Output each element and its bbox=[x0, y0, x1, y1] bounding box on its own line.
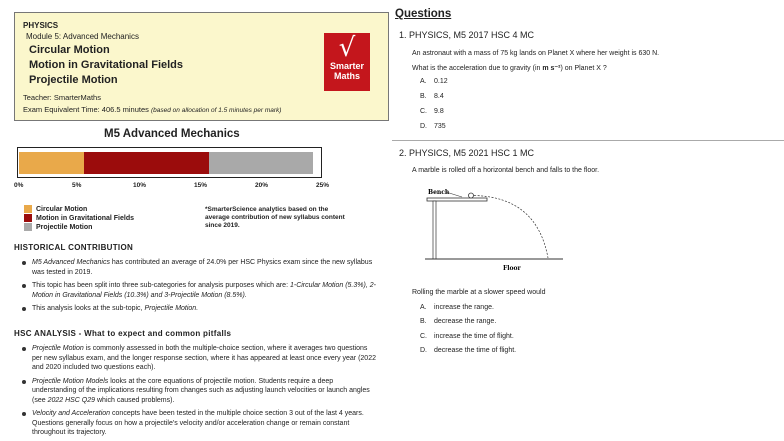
emphasis: Velocity and Acceleration bbox=[32, 410, 111, 417]
text: This analysis looks at the sub-topic, bbox=[32, 305, 145, 312]
topic-circular-motion: Circular Motion bbox=[29, 44, 110, 56]
analysis-heading: HSC ANALYSIS - What to expect and common pitfalls bbox=[14, 329, 232, 338]
list-item bbox=[22, 281, 377, 300]
q2-option-b[interactable] bbox=[420, 318, 496, 325]
q1-option-a[interactable] bbox=[420, 78, 448, 85]
legend-label: Motion in Gravitational Fields bbox=[36, 214, 135, 222]
emphasis: Projectile Motion. bbox=[144, 305, 199, 312]
option-text: 9.8 bbox=[434, 108, 444, 115]
q2-option-c[interactable] bbox=[420, 333, 514, 340]
logo-line1: Smarter bbox=[329, 61, 365, 71]
text: This topic has been split into three sub-categories for analysis purposes which are: bbox=[32, 282, 290, 289]
module-label: Module 5: Advanced Mechanics bbox=[26, 32, 139, 41]
bar-motion-in-gravitational-fields bbox=[84, 152, 210, 174]
unit: m s⁻² bbox=[542, 65, 561, 72]
legend-label: Projectile Motion bbox=[36, 223, 93, 231]
exam-time-text: Exam Equivalent Time: 406.5 minutes bbox=[23, 105, 149, 114]
q1-option-c[interactable] bbox=[420, 108, 444, 115]
tick-label: 5% bbox=[72, 182, 82, 189]
exam-time-note: (based on allocation of 1.5 minutes per mark) bbox=[151, 107, 282, 114]
logo-line2: Maths bbox=[333, 71, 360, 81]
header-box bbox=[14, 12, 389, 121]
question-1-line1: An astronaut with a mass of 75 kg lands on Planet X where her weight is 630 N. bbox=[412, 50, 660, 57]
questions-title: Questions bbox=[395, 8, 452, 20]
tick-label: 20% bbox=[255, 182, 269, 189]
topic-gravitational-fields: Motion in Gravitational Fields bbox=[29, 59, 184, 71]
q1-option-b[interactable] bbox=[420, 93, 444, 100]
option-text: increase the range. bbox=[434, 304, 494, 311]
emphasis: 2022 HSC Q29 bbox=[47, 396, 96, 404]
list-item bbox=[22, 409, 377, 438]
list-item bbox=[22, 304, 377, 314]
legend-circular bbox=[24, 205, 87, 213]
teacher-label: Teacher: SmarterMaths bbox=[23, 93, 101, 102]
option-letter: B. bbox=[420, 93, 427, 100]
legend-gravitational bbox=[24, 214, 134, 222]
text: looks at the core equations of projectile motion. Students require a deep understanding of the implications resulting from changes such as adjusting launch velocities or launch angles (see bbox=[32, 377, 370, 404]
text: has contributed an average of 24.0% per HSC Physics exam since the new syllabus was tested in 2019. bbox=[32, 259, 373, 276]
text: What is the acceleration due to gravity (in bbox=[412, 65, 543, 72]
chart-note: *SmarterScience analytics based on the average contribution of new syllabus content since 2019. bbox=[205, 206, 345, 229]
question-2-heading: 2. PHYSICS, M5 2021 HSC 1 MC bbox=[399, 148, 535, 158]
bar-projectile-motion bbox=[209, 152, 313, 174]
emphasis: Projectile Motion Models bbox=[32, 377, 109, 385]
trajectory bbox=[474, 196, 548, 259]
legend-swatch bbox=[24, 214, 32, 222]
chart-title: M5 Advanced Mechanics bbox=[104, 128, 240, 140]
option-text: 8.4 bbox=[434, 93, 444, 100]
q1-option-d[interactable] bbox=[420, 123, 446, 130]
option-text: decrease the time of flight. bbox=[434, 347, 517, 354]
option-letter: B. bbox=[420, 318, 427, 325]
bench-leg bbox=[433, 201, 436, 259]
text: is commonly assessed in both the multiple-choice section, where it averages two questions per new syllabus exam, and the longer response section, where it has appeared at least once every year (2022 and 2020 included two questions each). bbox=[32, 345, 376, 371]
bench-label: Bench bbox=[428, 189, 450, 196]
text: which caused problems). bbox=[95, 396, 175, 404]
question-2-line1: A marble is rolled off a horizontal bench and falls to the floor. bbox=[412, 167, 600, 174]
checkmark-icon: √ bbox=[338, 33, 356, 63]
text: ) on Planet X ? bbox=[560, 65, 607, 72]
q2-option-d[interactable] bbox=[420, 347, 516, 354]
exam-time bbox=[23, 105, 281, 114]
emphasis: 1-Circular Motion (5.3%), 2-Motion in Gravitational Fields (10.3%) and 3-Projectile Motion (8.5%). bbox=[32, 282, 376, 299]
legend-swatch bbox=[24, 223, 32, 231]
topic-projectile-motion: Projectile Motion bbox=[29, 74, 118, 86]
option-text: decrease the range. bbox=[434, 318, 497, 325]
floor-label: Floor bbox=[503, 265, 521, 272]
smartermaths-logo bbox=[324, 33, 370, 91]
bar-circular-motion bbox=[19, 152, 84, 174]
tick-label: 0% bbox=[14, 182, 24, 189]
tick-label: 15% bbox=[194, 182, 208, 189]
bench-diagram bbox=[425, 188, 565, 274]
emphasis: M5 Advanced Mechanics bbox=[32, 259, 110, 266]
subject-label: PHYSICS bbox=[23, 21, 59, 30]
marble bbox=[469, 193, 474, 198]
emphasis: Projectile Motion bbox=[32, 345, 84, 352]
option-letter: D. bbox=[420, 347, 427, 354]
option-letter: C. bbox=[420, 333, 427, 340]
list-item bbox=[22, 258, 377, 277]
analysis-list bbox=[22, 344, 377, 441]
question-divider bbox=[392, 140, 784, 141]
legend-projectile bbox=[24, 223, 92, 231]
option-letter: C. bbox=[420, 108, 427, 115]
legend-label: Circular Motion bbox=[36, 205, 88, 213]
question-1-line2 bbox=[412, 64, 762, 72]
option-letter: A. bbox=[420, 304, 427, 311]
text: concepts have been tested in the multiple choice section 3 out of the last 4 years. Questions generally focus on how a projectile's velocity and/or acceleration change or remain constant throughout its trajectory. bbox=[32, 410, 364, 436]
option-text: 735 bbox=[434, 123, 446, 130]
question-2-line2: Rolling the marble at a slower speed would bbox=[412, 289, 546, 296]
tick-label: 10% bbox=[133, 182, 147, 189]
historical-heading: HISTORICAL CONTRIBUTION bbox=[14, 243, 134, 252]
historical-list bbox=[22, 258, 377, 318]
option-text: 0.12 bbox=[434, 78, 448, 85]
option-text: increase the time of flight. bbox=[434, 333, 514, 340]
q2-option-a[interactable] bbox=[420, 304, 494, 311]
option-letter: D. bbox=[420, 123, 427, 130]
question-1-heading: 1. PHYSICS, M5 2017 HSC 4 MC bbox=[399, 30, 535, 40]
legend-swatch bbox=[24, 205, 32, 213]
list-item bbox=[22, 377, 377, 406]
list-item bbox=[22, 344, 377, 373]
bench-top bbox=[427, 198, 487, 201]
option-letter: A. bbox=[420, 78, 427, 85]
tick-label: 25% bbox=[316, 182, 330, 189]
